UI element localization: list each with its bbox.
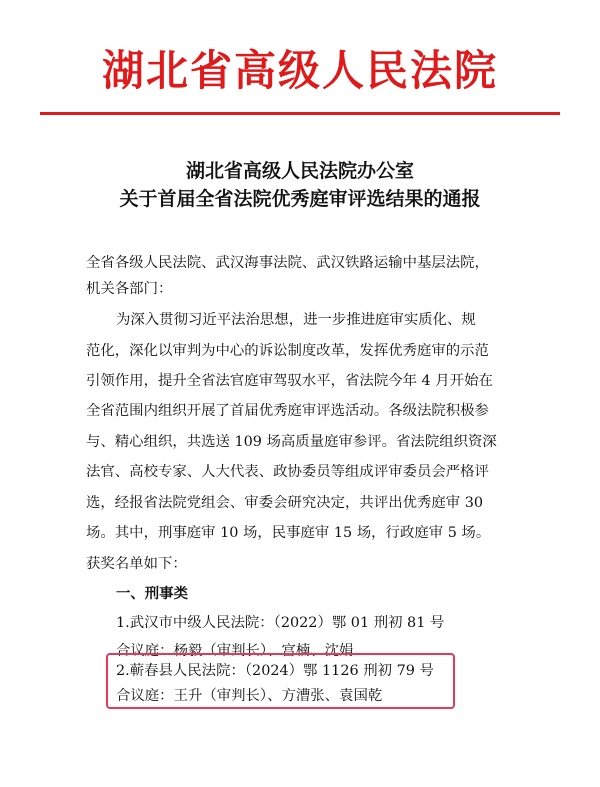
body-line-9: 获奖名单如下： bbox=[86, 556, 187, 572]
body-line-3: 引领作用，提升全省法官庭审驾驭水平，省法院今年 4 月开始在 bbox=[86, 373, 493, 389]
body-line-1: 为深入贯彻习近平法治思想，进一步推进庭审实质化、规 bbox=[116, 312, 476, 328]
entry-1-case: 1.武汉市中级人民法院：（2022）鄂 01 刑初 81 号 bbox=[116, 615, 445, 631]
section-heading: 一、刑事类 bbox=[116, 585, 188, 602]
body-line-7: 选，经报省法院党组会、审委会研究决定，共评出优秀庭审 30 bbox=[86, 495, 484, 511]
body-line-6: 法官、高校专家、人大代表、政协委员等组成评审委员会严格评 bbox=[86, 464, 489, 480]
document-title-line1: 湖北省高级人民法院办公室 bbox=[185, 160, 414, 182]
body-line-4: 全省范围内组织开展了首届优秀庭审评选活动。各级法院积极参 bbox=[86, 403, 489, 419]
masthead-rule bbox=[40, 112, 560, 115]
masthead: 湖北省高级人民法院 bbox=[101, 46, 498, 95]
entry-2-case: 2.蕲春县人民法院：（2024）鄂 1126 刑初 79 号 bbox=[116, 663, 434, 679]
body-line-8: 场。其中，刑事庭审 10 场，民事庭审 15 场，行政庭审 5 场。 bbox=[86, 525, 491, 541]
body-line-5: 与、精心组织，共选送 109 场高质量庭审参评。省法院组织资深 bbox=[86, 434, 497, 450]
entry-1-panel: 合议庭：杨毅（审判长）、宫楠、沈娟 bbox=[116, 643, 354, 659]
addressee-line2: 机关各部门： bbox=[86, 281, 173, 297]
document-title-line2: 关于首届全省法院优秀庭审评选结果的通报 bbox=[119, 188, 481, 210]
body-line-2: 范化，深化以审判为中心的诉讼制度改革，发挥优秀庭审的示范 bbox=[86, 343, 489, 359]
addressee-line1: 全省各级人民法院、武汉海事法院、武汉铁路运输中基层法院， bbox=[86, 255, 489, 271]
entry-2-panel: 合议庭：王升（审判长）、方漕张、袁国乾 bbox=[116, 688, 383, 704]
